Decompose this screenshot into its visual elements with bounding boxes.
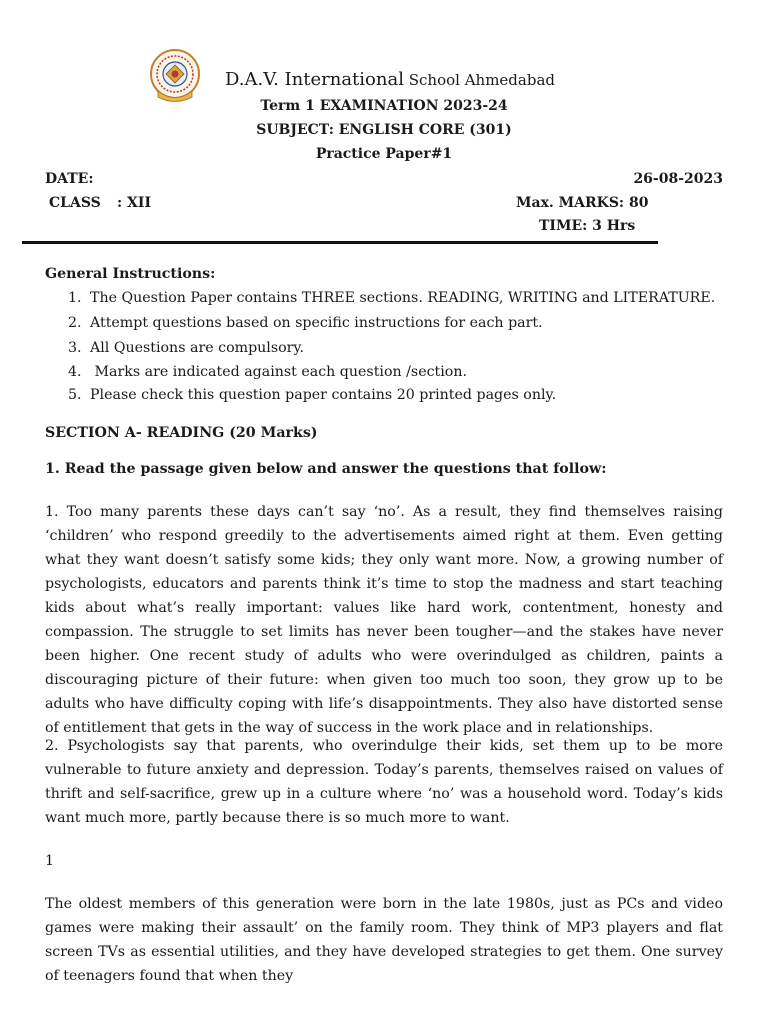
page-number: 1 bbox=[45, 853, 55, 869]
max-marks: Max. MARKS: 80 bbox=[516, 195, 649, 211]
instruction-item: 5. Please check this question paper contains 20 printed pages only. bbox=[68, 387, 557, 403]
instruction-item: 3. All Questions are compulsory. bbox=[68, 340, 305, 356]
instruction-item: 1. The Question Paper contains THREE sections. READING, WRITING and LITERATURE. bbox=[68, 290, 716, 306]
instructions-title: General Instructions: bbox=[45, 266, 216, 282]
subject-title: SUBJECT: ENGLISH CORE (301) bbox=[256, 122, 512, 138]
question-heading: 1. Read the passage given below and answer the questions that follow: bbox=[45, 461, 607, 477]
header-divider bbox=[22, 241, 658, 244]
passage-paragraph-2: 2. Psychologists say that parents, who overindulge their kids, set them up to be more vulnerable to future anxiety and depression. Today’s parents, themselves raised on values of thrift and self-sacrifice, grew up in a culture where ‘no’ was a household word. Today’s kids want much more, partly because there is so much more to want. bbox=[45, 738, 723, 826]
school-name: D.A.V. International School Ahmedabad bbox=[225, 69, 555, 90]
school-logo bbox=[148, 48, 202, 104]
date-value: 26-08-2023 bbox=[633, 171, 723, 187]
date-label: DATE: bbox=[45, 171, 94, 187]
instruction-item: 4. Marks are indicated against each question /section. bbox=[68, 364, 467, 380]
exam-title: Term 1 EXAMINATION 2023-24 bbox=[260, 98, 508, 114]
exam-time: TIME: 3 Hrs bbox=[539, 218, 636, 234]
paper-title: Practice Paper#1 bbox=[315, 146, 453, 162]
passage-paragraph-1: 1. Too many parents these days can’t say ‘no’. As a result, they find themselves raising ‘children’ who respond greedily to the advertisements aimed right at them. Even getting what they want doesn’t satisfy some kids; they only want more. Now, a growing number of psychologists, educators and parents think it’s time to stop the madness and start teaching kids about what’s really important: values like hard work, contentment, honesty and compassion. The struggle to set limits has never been tougher—and the stakes have never been higher. One recent study of adults who were overindulged as children, paints a discouraging picture of their future: when given too much too soon, they grow up to be adults who have difficulty coping with life’s disappointments. They also have distorted sense of entitlement that gets in the way of success in the work place and in relationships. bbox=[45, 504, 723, 736]
passage-paragraph-3: The oldest members of this generation were born in the late 1980s, just as PCs and video games were making their assault’ on the family room. They think of MP3 players and flat screen TVs as essential utilities, and they have developed strategies to get them. One survey of teenagers found that when they bbox=[45, 896, 723, 984]
class-label: CLASS bbox=[49, 195, 101, 211]
section-title: SECTION A- READING (20 Marks) bbox=[45, 425, 318, 441]
class-value: : XII bbox=[117, 195, 152, 211]
instruction-item: 2. Attempt questions based on specific instructions for each part. bbox=[68, 315, 543, 331]
